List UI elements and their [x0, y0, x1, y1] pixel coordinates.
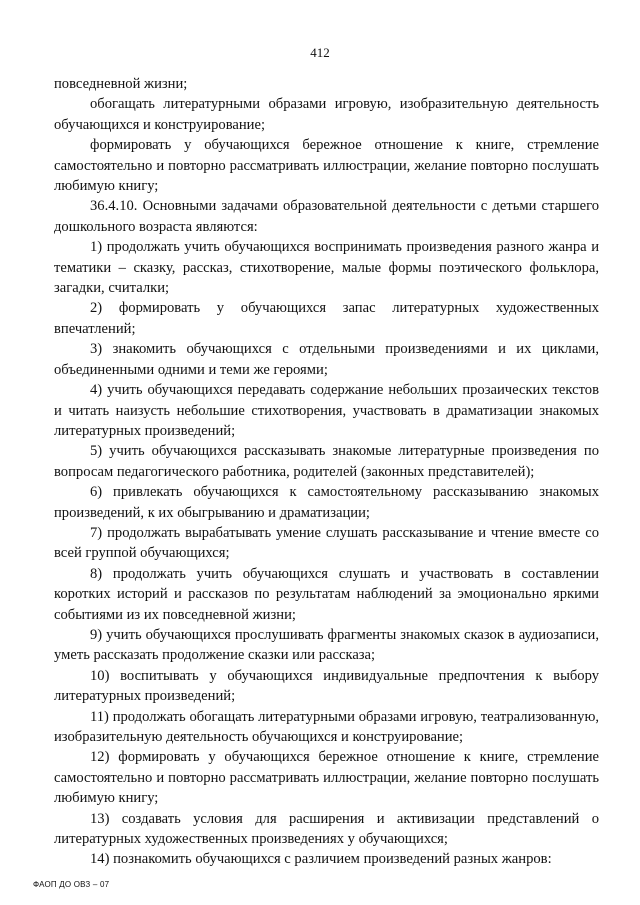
- paragraph: 10) воспитывать у обучающихся индивидуальные предпочтения к выбору литературных произведений;: [54, 667, 599, 705]
- paragraph: 2) формировать у обучающихся запас литературных художественных впечатлений;: [54, 300, 599, 337]
- paragraph: 9) учить обучающихся прослушивать фрагменты знакомых сказок в аудиозаписи, уметь рассказать продолжение сказки или рассказа;: [54, 626, 599, 664]
- page-footer: ФАОП ДО ОВЗ – 07: [33, 880, 110, 889]
- paragraph: 4) учить обучающихся передавать содержание небольших прозаических текстов и читать наизусть небольшие стихотворения, участвовать в драматизации знакомых литературных произведений;: [54, 382, 599, 439]
- paragraph: 11) продолжать обогащать литературными образами игровую, театрализованную, изобразительную деятельность обучающихся и конструирование;: [54, 708, 599, 745]
- paragraph: 7) продолжать вырабатывать умение слушать рассказывание и чтение вместе со всей группой обучающихся;: [54, 524, 599, 562]
- paragraph: 12) формировать у обучающихся бережное отношение к книге, стремление самостоятельно и повторно рассматривать иллюстрации, желание повторно послушать любимую книгу;: [54, 749, 599, 807]
- paragraph: обогащать литературными образами игровую, изобразительную деятельность обучающихся и конструирование;: [54, 96, 599, 133]
- paragraph: 8) продолжать учить обучающихся слушать и участвовать в составлении коротких историй и рассказов по результатам наблюдений за эмоционально яркими событиями из их повседневной жизни;: [54, 565, 599, 623]
- paragraph: 36.4.10. Основными задачами образовательной деятельности с детьми старшего дошкольного возраста являются:: [54, 198, 599, 235]
- paragraph: 1) продолжать учить обучающихся воспринимать произведения разного жанра и тематики – сказку, рассказ, стихотворение, малые формы поэтического фольклора, загадки, считалки;: [54, 239, 599, 297]
- page-number: 412: [310, 45, 330, 60]
- paragraph: формировать у обучающихся бережное отношение к книге, стремление самостоятельно и повторно рассматривать иллюстрации, желание повторно послушать любимую книгу;: [54, 137, 599, 195]
- paragraph: повседневной жизни;: [54, 76, 188, 92]
- paragraph: 14) познакомить обучающихся с различием произведений разных жанров:: [90, 851, 552, 868]
- paragraph: 13) создавать условия для расширения и активизации представлений о литературных художественных произведениях у обучающихся;: [54, 810, 599, 848]
- paragraph: 5) учить обучающихся рассказывать знакомые литературные произведения по вопросам педагогического работника, родителей (законных представителей);: [54, 443, 599, 480]
- paragraph: 3) знакомить обучающихся с отдельными произведениями и их циклами, объединенными одними и теми же героями;: [54, 341, 599, 378]
- paragraph: 6) привлекать обучающихся к самостоятельному рассказыванию знакомых произведений, к их обыгрыванию и драматизации;: [54, 484, 599, 521]
- body-text: [54, 74, 599, 870]
